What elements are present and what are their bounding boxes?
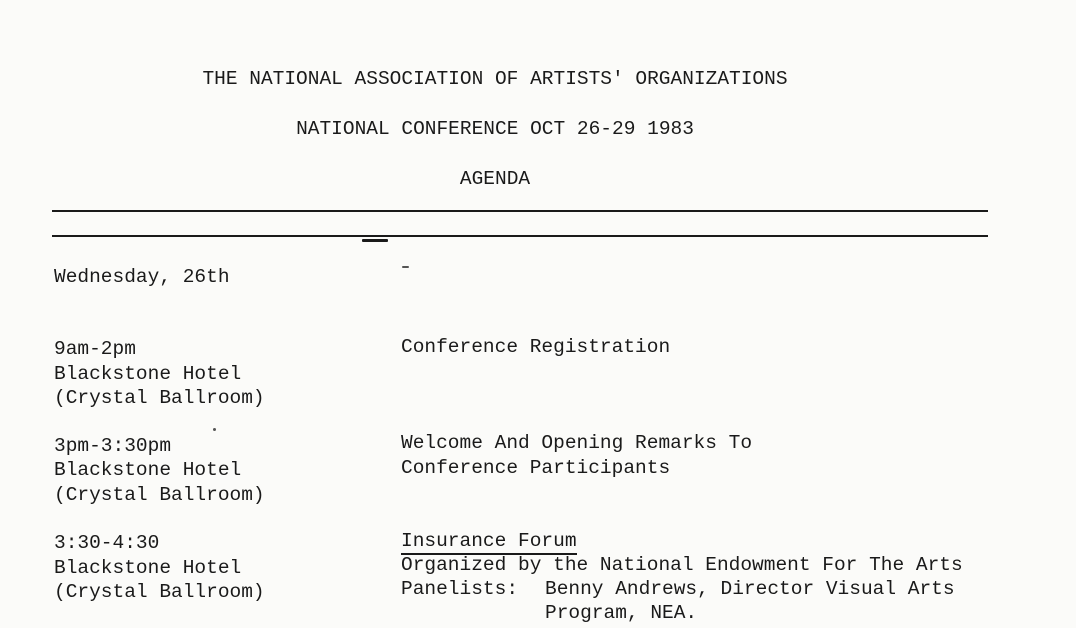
scan-speck	[362, 239, 388, 242]
panelists-label: Panelists:	[401, 578, 519, 600]
session-venue: Blackstone Hotel	[54, 557, 242, 579]
day-heading: Wednesday, 26th	[54, 266, 230, 288]
agenda-title: AGENDA	[459, 168, 531, 190]
session-title: Insurance Forum	[401, 530, 577, 555]
session-time: 9am-2pm	[54, 338, 136, 360]
session-room: (Crystal Ballroom)	[54, 387, 265, 409]
session-room: (Crystal Ballroom)	[54, 484, 265, 506]
bottom-rule	[52, 235, 988, 237]
top-rule	[52, 210, 988, 212]
conference-title: NATIONAL CONFERENCE OCT 26-29 1983	[296, 118, 694, 140]
panelist-line: Program, NEA.	[545, 602, 698, 624]
scan-speck	[213, 428, 216, 431]
session-time: 3:30-4:30	[54, 532, 160, 554]
session-description: Conference Registration	[401, 336, 671, 358]
session-organizer: Organized by the National Endowment For The Arts	[401, 554, 963, 576]
session-description: Conference Participants	[401, 457, 671, 479]
organization-title: THE NATIONAL ASSOCIATION OF ARTISTS' ORGANIZATIONS	[202, 68, 788, 90]
session-time: 3pm-3:30pm	[54, 435, 172, 457]
session-description: Welcome And Opening Remarks To	[401, 432, 753, 454]
session-venue: Blackstone Hotel	[54, 363, 242, 385]
scan-speck	[402, 266, 409, 268]
session-room: (Crystal Ballroom)	[54, 581, 265, 603]
session-venue: Blackstone Hotel	[54, 459, 242, 481]
panelist-line: Benny Andrews, Director Visual Arts	[545, 578, 955, 600]
